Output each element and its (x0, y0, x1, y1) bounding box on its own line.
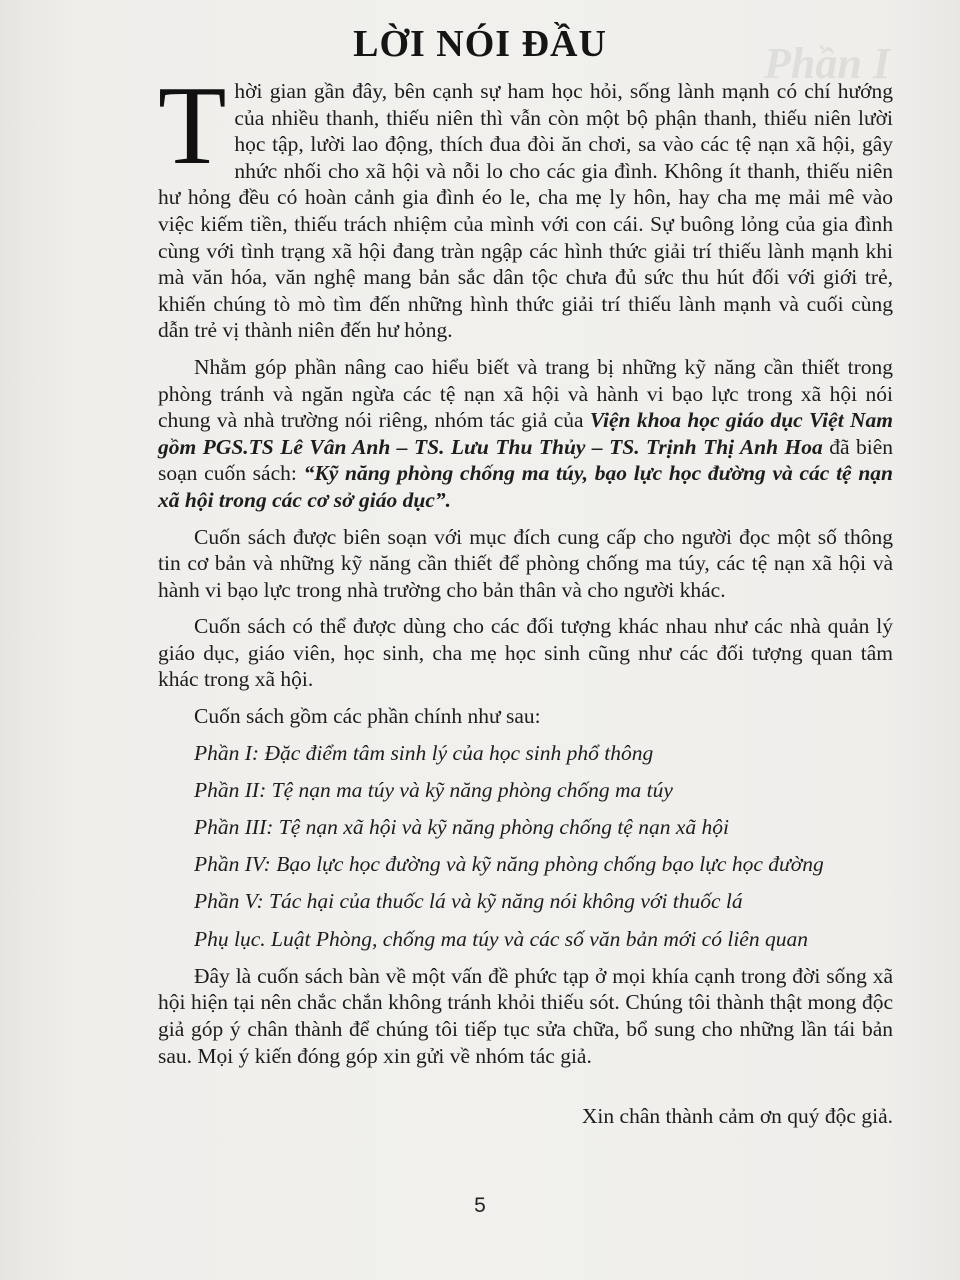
drop-cap: T (158, 64, 227, 188)
list-item: Phần I: Đặc điểm tâm sinh lý của học sinh phổ thông (194, 740, 654, 765)
thanks-line: Xin chân thành cảm ơn quý độc giả. (581, 1104, 893, 1129)
page-content (158, 64, 893, 1140)
list-item: Phần II: Tệ nạn ma túy và kỹ năng phòng chống ma túy (194, 777, 673, 802)
parts-list (158, 740, 893, 953)
page-number: 5 (474, 1194, 486, 1217)
authors-names: Viện khoa học giáo dục Việt Nam gồm PGS.TS Lê Vân Anh – TS. Lưu Thu Thủy – TS. Trịnh Thị Anh Hoa (158, 408, 893, 459)
paragraph-audience: Cuốn sách có thể được dùng cho các đối tượng khác nhau như các nhà quản lý giáo dục, giáo viên, học sinh, cha mẹ học sinh cũng như các đối tượng quan tâm khác trong xã hội. (158, 614, 893, 692)
bleed-through-header: Phần I (764, 39, 890, 88)
list-item: Phần V: Tác hại của thuốc lá và kỹ năng nói không với thuốc lá (194, 889, 743, 914)
list-item: Phụ lục. Luật Phòng, chống ma túy và các số văn bản mới có liên quan (194, 926, 808, 951)
list-intro: Cuốn sách gồm các phần chính như sau: (194, 704, 541, 729)
list-item: Phần IV: Bạo lực học đường và kỹ năng phòng chống bạo lực học đường (194, 852, 824, 877)
paragraph-authors-text-2: đã biên soạn cuốn sách: (158, 434, 893, 486)
list-item: Phần III: Tệ nạn xã hội và kỹ năng phòng chống tệ nạn xã hội (194, 815, 729, 840)
paragraph-closing: Đây là cuốn sách bàn về một vấn đề phức tạp ở mọi khía cạnh trong đời sống xã hội hiện tại nên chắc chắn không tránh khỏi thiếu sót. Chúng tôi thành thật mong độc giả góp ý chân thành để chúng tôi tiếp tục sửa chữa, bổ sung cho những lần tái bản sau. Mọi ý kiến đóng góp xin gửi về nhóm tác giả. (158, 963, 893, 1068)
paragraph-purpose: Cuốn sách được biên soạn với mục đích cung cấp cho người đọc một số thông tin cơ bản và những kỹ năng cần thiết để phòng chống ma túy, các tệ nạn xã hội và hành vi bạo lực trong nhà trường cho bản thân và cho người khác. (158, 524, 893, 602)
page-title: LỜI NÓI ĐẦU (353, 23, 607, 65)
paragraph-intro (158, 64, 893, 344)
book-title: “Kỹ năng phòng chống ma túy, bạo lực học đường và các tệ nạn xã hội trong các cơ sở giáo dục”. (158, 461, 893, 512)
paragraph-authors-text-1: Nhằm góp phần nâng cao hiểu biết và trang bị những kỹ năng cần thiết trong phòng tránh và ngăn ngừa các tệ nạn xã hội và hành vi bạo lực trong xã hội nói chung và nhà trường nói riêng, nhóm tác giả của (158, 354, 893, 433)
paragraph-intro-text: hời gian gần đây, bên cạnh sự ham học hỏi, sống lành mạnh có chí hướng của nhiều thanh, thiếu niên thì vẫn còn một bộ phận thanh, thiếu niên lười học tập, lười lao động, thích đua đòi ăn chơi, sa vào các tệ nạn xã hội, gây nhức nhối cho xã hội và nỗi lo cho các gia đình. Không ít thanh, thiếu niên hư hỏng đều có hoàn cảnh gia đình éo le, cha mẹ ly hôn, hay cha mẹ mải mê vào việc kiếm tiền, thiếu trách nhiệm của mình với con cái. Sự buông lỏng của gia đình cùng với tình trạng xã hội đang tràn ngập các hình thức giải trí thiếu lành mạnh khi mà văn hóa, văn nghệ mang bản sắc dân tộc chưa đủ sức thu hút đối với giới trẻ, khiến chúng tò mò tìm đến những hình thức giải trí thiếu lành mạnh và cuối cùng dẫn trẻ vị thành niên đến hư hỏng. (158, 79, 893, 343)
paragraph-authors (158, 354, 893, 514)
